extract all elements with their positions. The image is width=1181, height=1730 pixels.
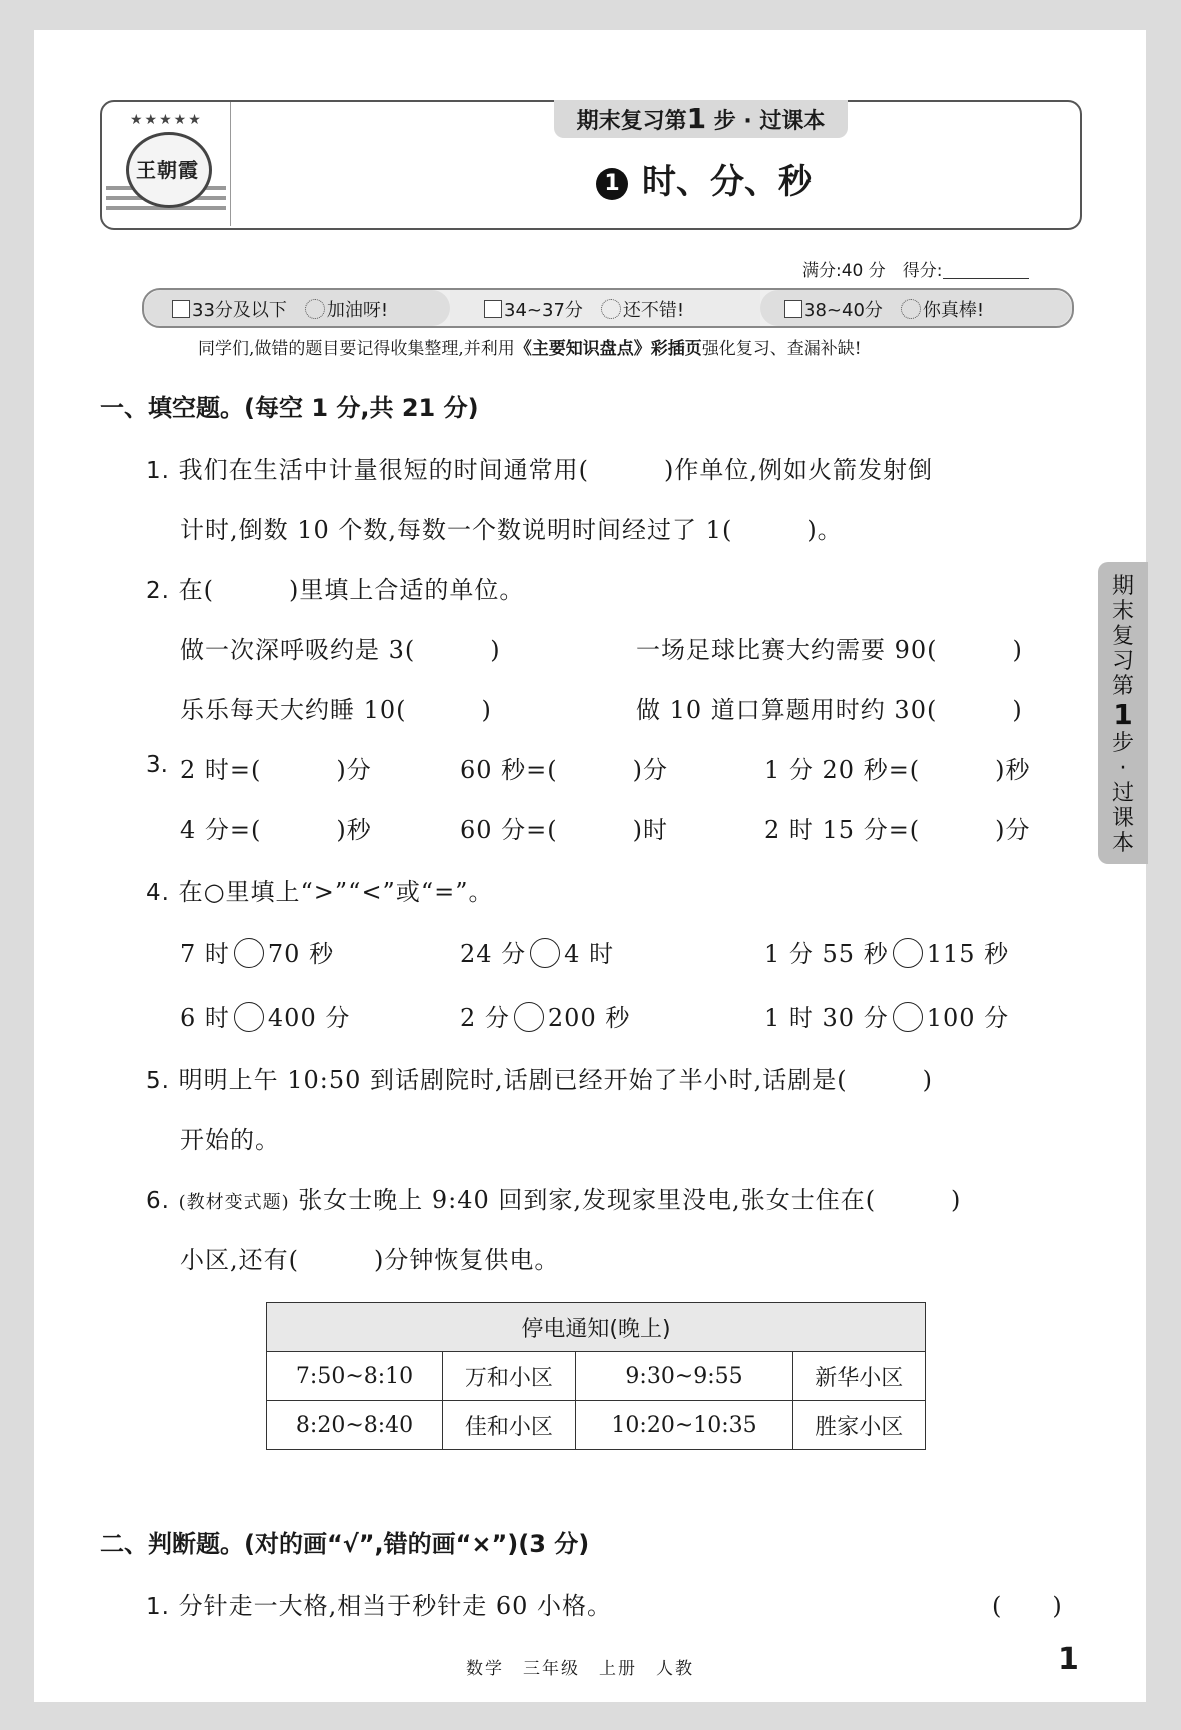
page-number: 1 — [1058, 1642, 1079, 1677]
side-tab-prefix: 期末复习第 — [1111, 574, 1134, 699]
face-icon — [901, 299, 921, 319]
step-tab: 期末复习第1 步 · 过课本 — [554, 100, 848, 138]
question-2-item: 乐乐每天大约睡 10( ) — [180, 696, 492, 724]
checkbox[interactable] — [784, 300, 802, 318]
grade-bar — [142, 288, 1074, 328]
side-tab-number: 1 — [1113, 698, 1133, 731]
grade-option: 33分及以下 加油呀! — [172, 296, 388, 322]
power-outage-table — [266, 1302, 926, 1450]
checkbox[interactable] — [172, 300, 190, 318]
compare-item: 1 时 30 分 100 分 — [764, 1004, 1010, 1032]
logo-text: 王朝霞 — [136, 158, 199, 182]
stars-icon: ★★★★★ — [130, 112, 203, 128]
table-cell: 万和小区 — [443, 1352, 576, 1401]
table-cell: 8:20~8:40 — [267, 1401, 443, 1450]
compare-circle[interactable] — [514, 1002, 544, 1032]
question-5-line-2: 开始的。 — [180, 1126, 280, 1154]
score-line — [802, 256, 1029, 281]
footer-text: 数学 三年级 上册 人教 — [466, 1659, 694, 1679]
table-row — [267, 1401, 926, 1450]
compare-item: 7 时 70 秒 — [180, 940, 335, 968]
header-box — [100, 100, 1082, 230]
question-6-line-2: 小区,还有( )分钟恢复供电。 — [180, 1246, 560, 1274]
compare-circle[interactable] — [234, 1002, 264, 1032]
question-3-item: 4 分=( )秒 — [180, 816, 372, 844]
table-row — [267, 1352, 926, 1401]
table-cell: 佳和小区 — [443, 1401, 576, 1450]
table-cell: 7:50~8:10 — [267, 1352, 443, 1401]
tip-line: 同学们,做错的题目要记得收集整理,并利用《主要知识盘点》彩插页强化复习、查漏补缺! — [198, 339, 862, 359]
full-score: 满分:40 分 — [802, 261, 886, 281]
face-icon — [601, 299, 621, 319]
table-cell: 新华小区 — [793, 1352, 926, 1401]
question-1-line-1: 1. 我们在生活中计量很短的时间通常用( )作单位,例如火箭发射倒 — [146, 456, 933, 484]
score-label: 得分: — [902, 261, 943, 281]
question-3-item: 1 分 20 秒=( )秒 — [764, 756, 1031, 784]
compare-circle[interactable] — [893, 1002, 923, 1032]
question-3-item: 60 分=( )时 — [460, 816, 669, 844]
table-cell: 9:30~9:55 — [575, 1352, 793, 1401]
section-title: 二、判断题。(对的画“√”,错的画“×”)(3 分) — [100, 1530, 590, 1558]
compare-circle[interactable] — [893, 938, 923, 968]
compare-item: 2 分 200 秒 — [460, 1004, 631, 1032]
face-icon — [305, 299, 325, 319]
score-blank[interactable] — [943, 262, 1029, 279]
table-caption: 停电通知(晚上) — [267, 1303, 926, 1352]
question-4-stem: 4. 在○里填上“>”“<”或“=”。 — [146, 878, 494, 906]
compare-circle[interactable] — [530, 938, 560, 968]
question-3-item: 2 时 15 分=( )分 — [764, 816, 1031, 844]
question-3-number: 3. — [146, 752, 168, 778]
question-2-item: 做 10 道口算题用时约 30( ) — [636, 696, 1023, 724]
grade-option: 38~40分 你真棒! — [784, 296, 984, 322]
side-tab — [1098, 562, 1148, 864]
page-title: 1 时、分、秒 — [596, 154, 812, 203]
grade-option: 34~37分 还不错! — [484, 296, 684, 322]
question-2-item: 做一次深呼吸约是 3( ) — [180, 636, 501, 664]
question-tag: (教材变式题) — [178, 1192, 290, 1213]
section-title: 一、填空题。(每空 1 分,共 21 分) — [100, 394, 479, 422]
question-6-line-1: 6. (教材变式题) 张女士晚上 9:40 回到家,发现家里没电,张女士住在( ) — [146, 1186, 962, 1214]
answer-paren[interactable]: ( ) — [992, 1592, 1063, 1620]
compare-circle[interactable] — [234, 938, 264, 968]
worksheet-page — [34, 30, 1146, 1702]
side-tab-suffix: 步·过课本 — [1111, 731, 1134, 856]
step-number: 1 — [686, 102, 707, 135]
lesson-number-badge: 1 — [596, 168, 628, 200]
table-cell: 胜家小区 — [793, 1401, 926, 1450]
brand-logo — [102, 102, 231, 226]
question-2-stem: 2. 在( )里填上合适的单位。 — [146, 576, 525, 604]
question-5-line-1: 5. 明明上午 10:50 到话剧院时,话剧已经开始了半小时,话剧是( ) — [146, 1066, 933, 1094]
question-1-line-2: 计时,倒数 10 个数,每数一个数说明时间经过了 1( )。 — [180, 516, 843, 544]
question-2-item: 一场足球比赛大约需要 90( ) — [636, 636, 1023, 664]
checkbox[interactable] — [484, 300, 502, 318]
compare-item: 1 分 55 秒 115 秒 — [764, 940, 1010, 968]
compare-item: 6 时 400 分 — [180, 1004, 351, 1032]
judge-question-1: 1. 分针走一大格,相当于秒针走 60 小格。 — [146, 1592, 613, 1620]
question-3-item: 60 秒=( )分 — [460, 756, 669, 784]
question-3-item: 2 时=( )分 — [180, 756, 372, 784]
compare-item: 24 分 4 时 — [460, 940, 615, 968]
table-cell: 10:20~10:35 — [575, 1401, 793, 1450]
